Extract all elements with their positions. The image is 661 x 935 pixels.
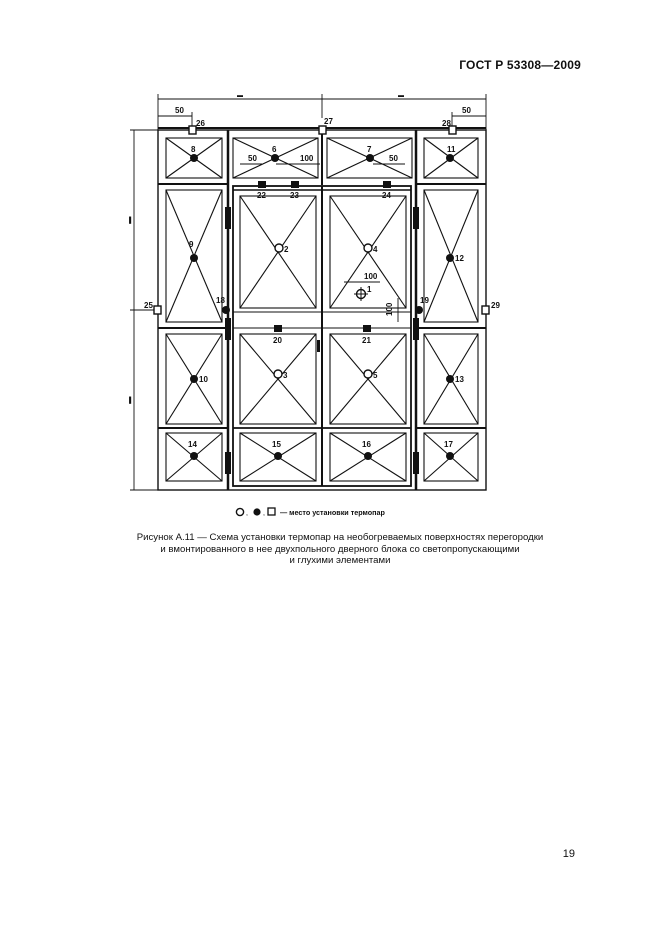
dim-inner-mid: 100 — [300, 154, 314, 163]
label-27: 27 — [324, 117, 333, 126]
label-16: 16 — [362, 440, 371, 449]
label-19: 19 — [420, 296, 429, 305]
svg-text:▬: ▬ — [237, 93, 243, 99]
label-28: 28 — [442, 119, 451, 128]
label-12: 12 — [455, 254, 464, 263]
svg-text:,: , — [263, 510, 265, 517]
label-18: 18 — [216, 296, 225, 305]
legend-text: — место установки термопар — [280, 508, 385, 517]
label-26: 26 — [196, 119, 205, 128]
dim-inner-right: 50 — [389, 154, 398, 163]
label-15: 15 — [272, 440, 281, 449]
label-10: 10 — [199, 375, 208, 384]
label-29: 29 — [491, 301, 500, 310]
label-22: 22 — [257, 191, 266, 200]
figure-caption — [80, 532, 600, 567]
label-6: 6 — [272, 145, 277, 154]
label-9: 9 — [189, 240, 194, 249]
dim-inner-left: 50 — [248, 154, 257, 163]
label-20: 20 — [273, 336, 282, 345]
dim-center-v: 100 — [385, 302, 394, 316]
label-24: 24 — [382, 191, 391, 200]
svg-text:▐: ▐ — [127, 218, 132, 224]
svg-text:▬: ▬ — [398, 93, 404, 99]
dim-top-right: 50 — [462, 106, 471, 115]
svg-text:,: , — [246, 510, 248, 517]
caption-line-3: и глухими элементами — [289, 555, 391, 567]
dim-top-left: 50 — [175, 106, 184, 115]
label-1: 1 — [367, 285, 372, 294]
label-2: 2 — [284, 245, 289, 254]
label-23: 23 — [290, 191, 299, 200]
caption-line-1: Рисунок А.11 — Схема установки термопар на необогреваемых поверхностях перегородки — [136, 532, 544, 543]
label-21: 21 — [362, 336, 371, 345]
legend — [236, 508, 385, 517]
svg-text:▐: ▐ — [127, 398, 132, 404]
label-5: 5 — [373, 371, 378, 380]
label-25: 25 — [144, 301, 153, 310]
label-13: 13 — [455, 375, 464, 384]
standard-header: ГОСТ Р 53308—2009 — [459, 58, 581, 72]
caption-line-2: и вмонтированного в нее двухпольного дверного блока со светопропускающими — [160, 543, 520, 555]
label-4: 4 — [373, 245, 378, 254]
label-11: 11 — [447, 145, 456, 154]
page-number: 19 — [562, 848, 575, 860]
dim-center-h: 100 — [364, 272, 378, 281]
label-3: 3 — [283, 371, 288, 380]
label-14: 14 — [188, 440, 197, 449]
label-7: 7 — [367, 145, 372, 154]
label-8: 8 — [191, 145, 196, 154]
label-17: 17 — [444, 440, 453, 449]
